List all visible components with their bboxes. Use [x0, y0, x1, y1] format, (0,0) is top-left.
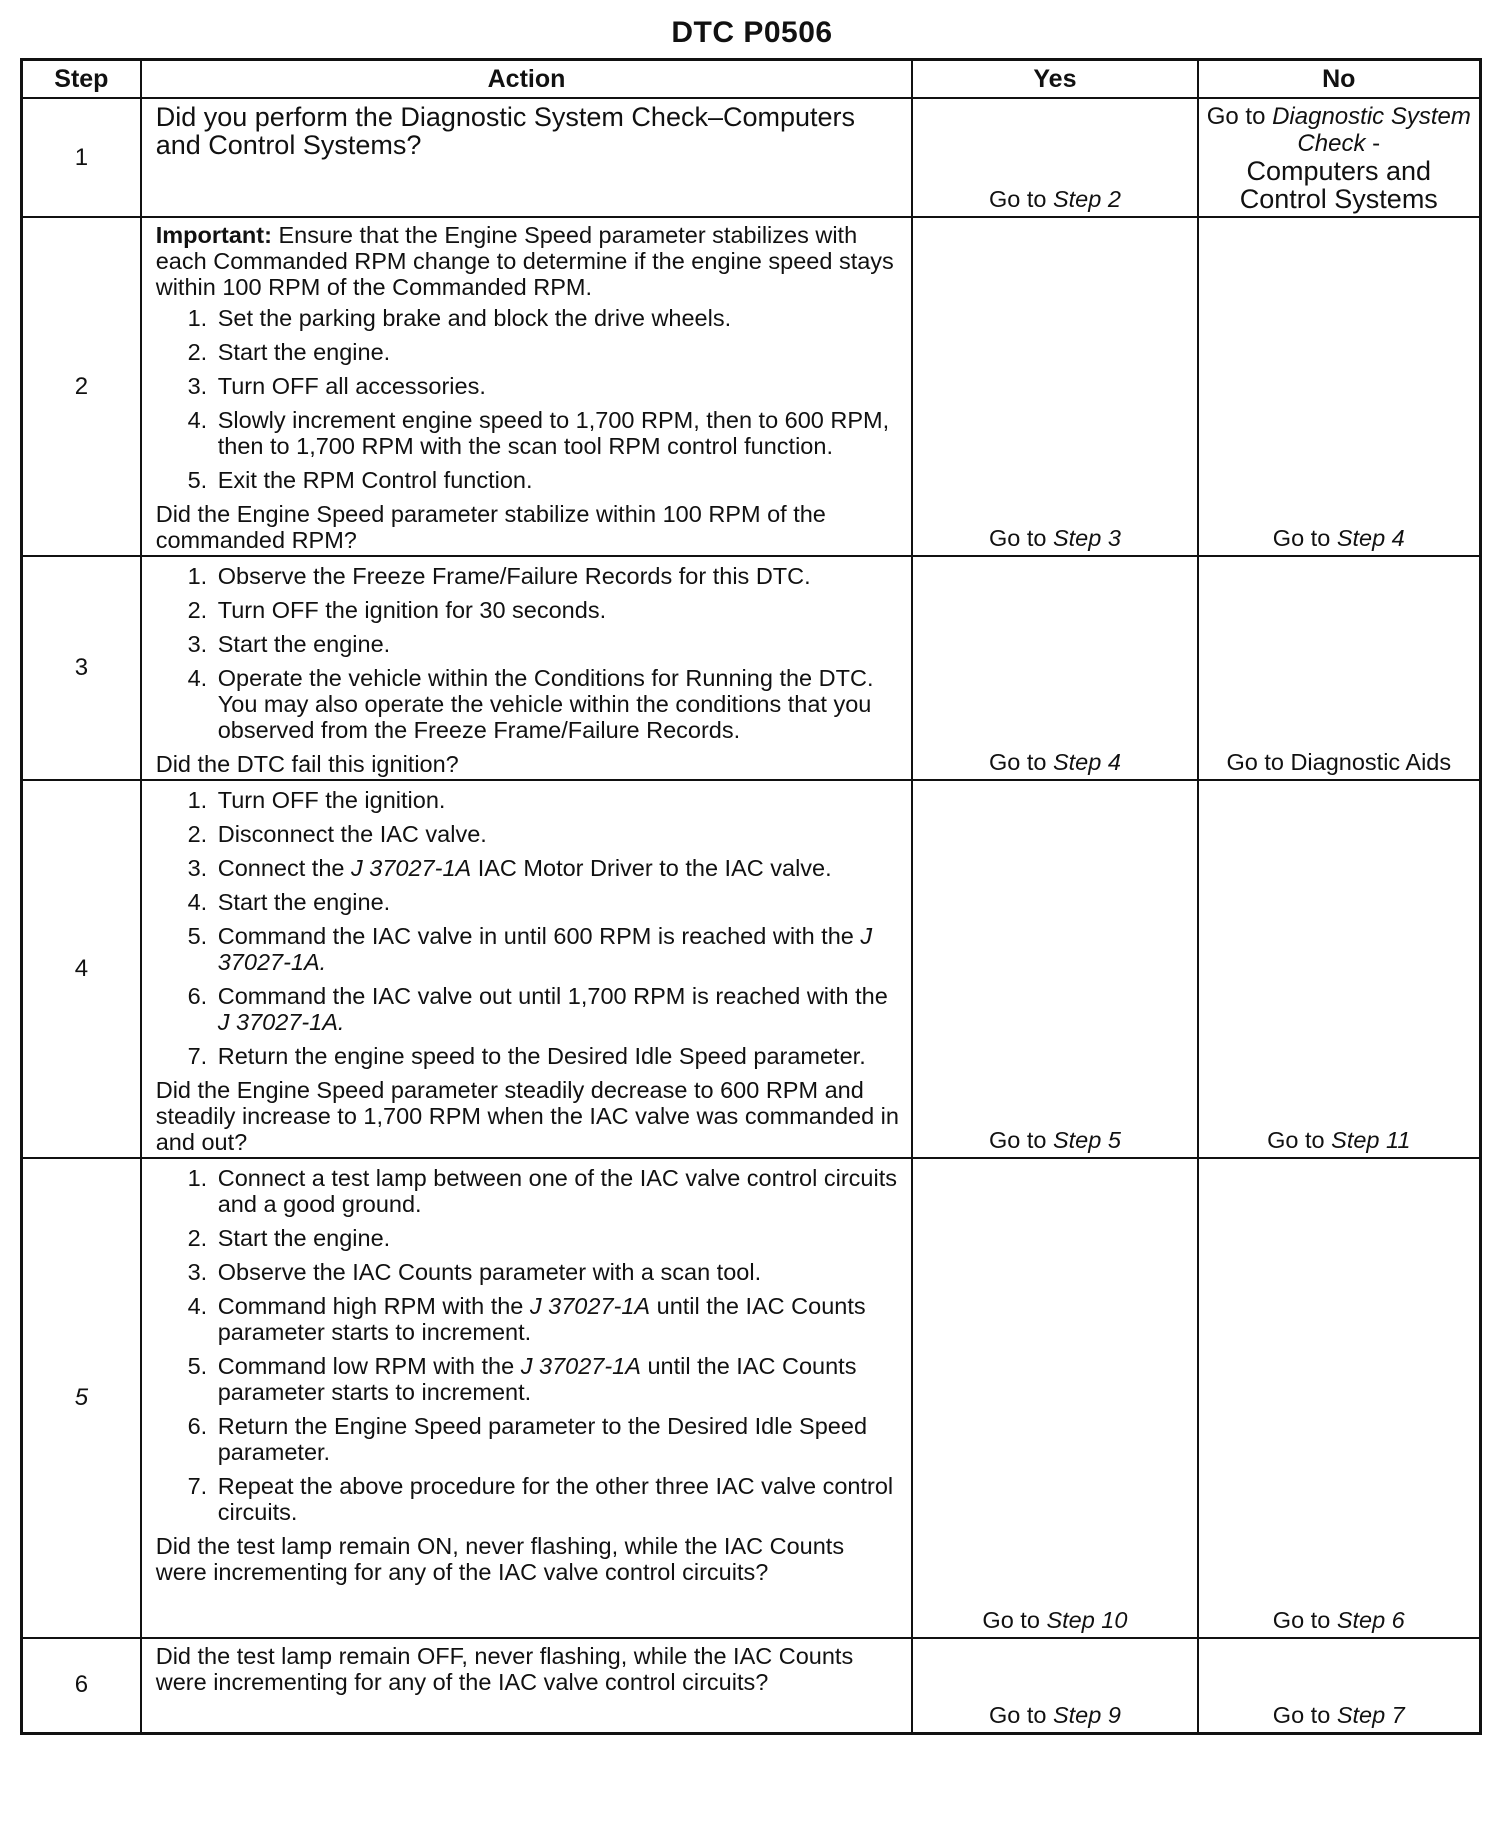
list-item: 2. Start the engine. — [214, 339, 902, 365]
list-item: 4. Slowly increment engine speed to 1,700 RPM, then to 600 RPM, then to 1,700 RPM with the scan tool RPM control function. — [214, 407, 902, 459]
step-link[interactable]: Step 5 — [1052, 1127, 1121, 1153]
list-item: 2. Disconnect the IAC valve. — [214, 821, 902, 847]
item-text: IAC Motor Driver to the IAC valve. — [471, 855, 832, 881]
question-text: Did the Engine Speed parameter steadily decrease to 600 RPM and steadily increase to 1,700 RPM when the IAC valve was commanded in and out? — [155, 1077, 899, 1155]
list-item: 1. Observe the Freeze Frame/Failure Records for this DTC. — [214, 563, 902, 589]
action-cell — [141, 780, 913, 1158]
list-item — [214, 923, 902, 975]
question-text: Did the Engine Speed parameter stabilize within 100 RPM of the commanded RPM? — [155, 501, 826, 553]
goto-text: Go to — [1272, 1607, 1337, 1633]
list-item — [214, 1293, 902, 1345]
question-text: Did the test lamp remain OFF, never flashing, while the IAC Counts were incrementing for any of the IAC valve control circuits? — [155, 1643, 854, 1695]
yes-cell — [912, 98, 1197, 217]
list-item: 2. Turn OFF the ignition for 30 seconds. — [214, 597, 902, 623]
procedure-list — [156, 305, 902, 493]
step-link[interactable]: Step 2 — [1052, 186, 1121, 212]
no-cell — [1198, 217, 1481, 556]
procedure-list — [156, 563, 902, 743]
list-item: 1. Connect a test lamp between one of the IAC valve control circuits and a good ground. — [214, 1165, 902, 1217]
no-tail-text: Computers and Control Systems — [1239, 156, 1438, 214]
list-item: 7. Repeat the above procedure for the other three IAC valve control circuits. — [214, 1473, 902, 1525]
no-cell — [1198, 98, 1481, 217]
goto-text: Go to — [1206, 103, 1273, 130]
question-text: Did you perform the Diagnostic System Check–Computers and Control Systems? — [155, 102, 856, 160]
goto-text: Go to — [1272, 525, 1337, 551]
goto-text: Go to — [988, 186, 1053, 212]
list-item: 2. Start the engine. — [214, 1225, 902, 1251]
no-cell — [1198, 780, 1481, 1158]
action-cell — [141, 217, 913, 556]
procedure-list — [156, 1165, 902, 1525]
header-yes: Yes — [912, 60, 1197, 99]
tool-name: J 37027-1A — [529, 1293, 651, 1319]
list-item: 3. Turn OFF all accessories. — [214, 373, 902, 399]
item-text: Command the IAC valve in until 600 RPM is reached with the — [217, 923, 861, 949]
tool-name: J 37027-1A — [351, 855, 472, 881]
goto-text: Go to — [988, 525, 1053, 551]
list-item: 6. Return the Engine Speed parameter to the Desired Idle Speed parameter. — [214, 1413, 902, 1465]
step-link[interactable]: Step 4 — [1336, 525, 1405, 551]
list-item: 1. Set the parking brake and block the drive wheels. — [214, 305, 902, 331]
no-cell — [1198, 1638, 1481, 1733]
diagnostic-aids-link[interactable]: Go to Diagnostic Aids — [1226, 749, 1452, 775]
step-link[interactable]: Step 4 — [1052, 749, 1121, 775]
yes-cell — [912, 556, 1197, 780]
no-cell — [1198, 1158, 1481, 1638]
dash-text: - — [1372, 130, 1381, 157]
important-text: Ensure that the Engine Speed parameter stabilizes with each Commanded RPM change to determine if the engine speed stays within 100 RPM of the Commanded RPM. — [155, 222, 894, 300]
list-item: 1. Turn OFF the ignition. — [214, 787, 902, 813]
item-text: Command low RPM with the — [217, 1353, 521, 1379]
page-title: DTC P0506 — [671, 16, 833, 49]
header-no: No — [1198, 60, 1481, 99]
header-step: Step — [22, 60, 141, 99]
action-cell — [141, 556, 913, 780]
list-item: 3. Start the engine. — [214, 631, 902, 657]
dtc-table — [20, 58, 1482, 1735]
item-text: until the IAC Counts parameter starts to increment. — [217, 1353, 857, 1405]
step-link[interactable]: Step 3 — [1052, 525, 1121, 551]
question-text: Did the test lamp remain ON, never flashing, while the IAC Counts were incrementing for any of the IAC valve control circuits? — [155, 1533, 845, 1585]
list-item — [214, 983, 902, 1035]
list-item: 3. Observe the IAC Counts parameter with a scan tool. — [214, 1259, 902, 1285]
header-action: Action — [141, 60, 913, 99]
yes-cell — [912, 217, 1197, 556]
step-link[interactable]: Step 10 — [1046, 1607, 1128, 1633]
tool-name: J 37027-1A. — [217, 923, 873, 975]
yes-cell — [912, 1638, 1197, 1733]
list-item: 7. Return the engine speed to the Desired Idle Speed parameter. — [214, 1043, 902, 1069]
table-row — [22, 217, 1481, 556]
item-text: Command high RPM with the — [217, 1293, 530, 1319]
procedure-list — [156, 787, 902, 1069]
question-text: Did the DTC fail this ignition? — [155, 751, 459, 777]
important-label: Important: — [155, 222, 272, 248]
step-number: 4 — [22, 780, 141, 1158]
action-cell — [141, 1638, 913, 1733]
no-cell — [1198, 556, 1481, 780]
table-header-row — [22, 60, 1481, 99]
step-link[interactable]: Step 9 — [1052, 1701, 1121, 1728]
list-item: 4. Start the engine. — [214, 889, 902, 915]
table-row — [22, 1158, 1481, 1638]
goto-text: Go to — [988, 1127, 1053, 1153]
goto-text: Go to — [1272, 1701, 1337, 1728]
step-number: 3 — [22, 556, 141, 780]
table-row — [22, 98, 1481, 217]
list-item: 5. Exit the RPM Control function. — [214, 467, 902, 493]
step-link[interactable]: Step 6 — [1336, 1607, 1405, 1633]
tool-name: J 37027-1A. — [217, 1009, 345, 1035]
goto-text: Go to — [1267, 1127, 1332, 1153]
list-item — [214, 855, 902, 881]
goto-text: Go to — [988, 749, 1053, 775]
step-link[interactable]: Step 7 — [1336, 1701, 1405, 1728]
table-row — [22, 780, 1481, 1158]
step-number: 1 — [22, 98, 141, 217]
action-cell — [141, 98, 913, 217]
tool-name: J 37027-1A — [520, 1353, 641, 1379]
item-text: Connect the — [217, 855, 351, 881]
important-note — [156, 222, 902, 300]
list-item — [214, 1353, 902, 1405]
table-row — [22, 1638, 1481, 1733]
step-number: 5 — [22, 1158, 141, 1638]
yes-cell — [912, 1158, 1197, 1638]
diagnostic-system-check-link[interactable]: Diagnostic System Check — [1272, 103, 1471, 157]
step-link[interactable]: Step 11 — [1331, 1127, 1411, 1153]
table-row — [22, 556, 1481, 780]
goto-text: Go to — [982, 1607, 1047, 1633]
item-text: Command the IAC valve out until 1,700 RPM is reached with the — [217, 983, 888, 1009]
list-item: 4. Operate the vehicle within the Conditions for Running the DTC. You may also operate the vehicle within the conditions that you observed from the Freeze Frame/Failure Records. — [214, 665, 902, 743]
step-number: 2 — [22, 217, 141, 556]
action-cell — [141, 1158, 913, 1638]
yes-cell — [912, 780, 1197, 1158]
item-text: until the IAC Counts parameter starts to increment. — [217, 1293, 866, 1345]
goto-text: Go to — [988, 1701, 1053, 1728]
step-number: 6 — [22, 1638, 141, 1733]
